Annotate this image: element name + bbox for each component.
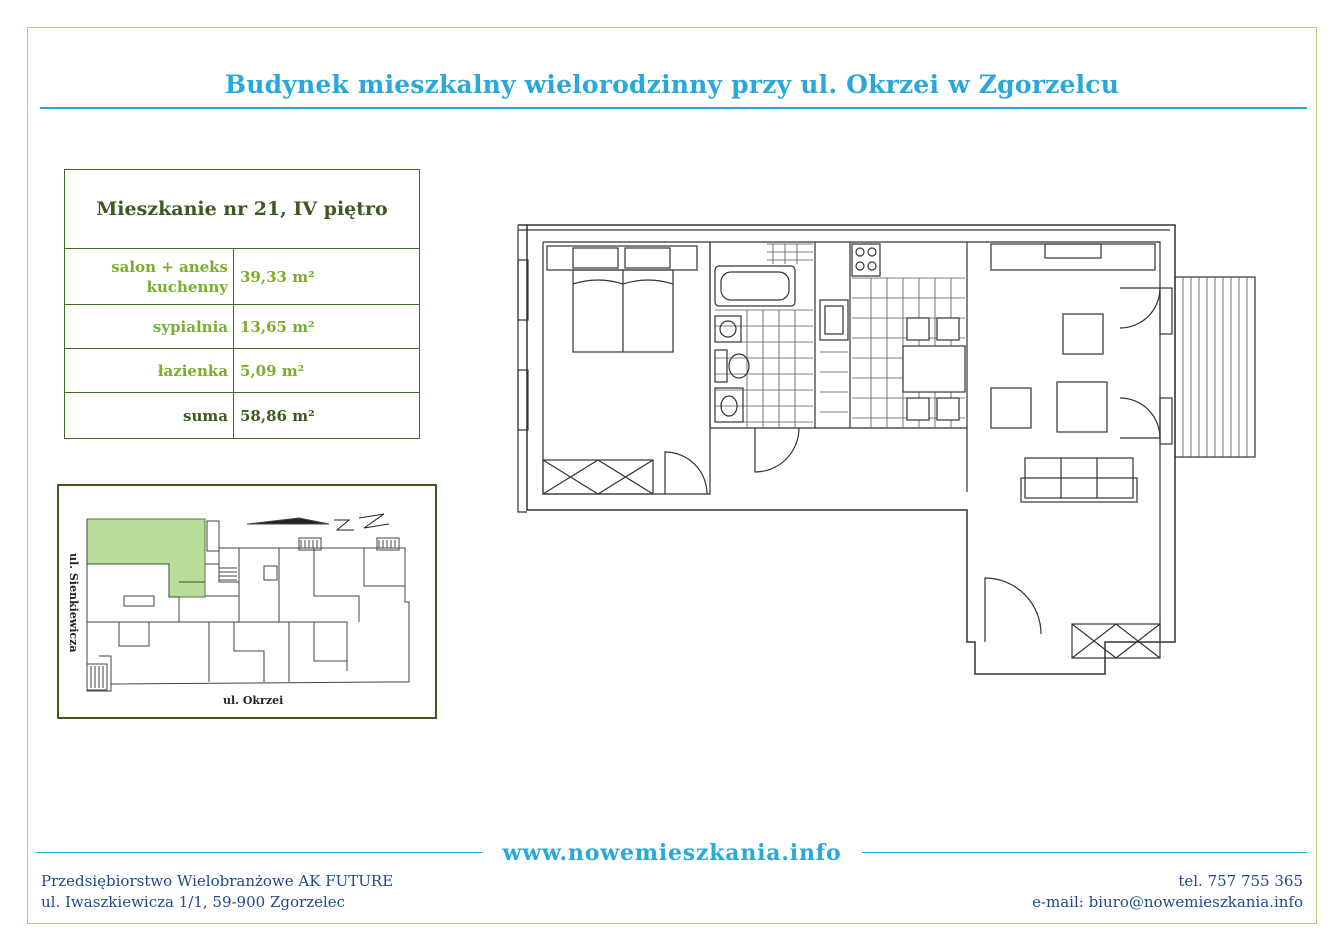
table-row: [65, 249, 420, 305]
company-address: ul. Iwaszkiewicza 1/1, 59-900 Zgorzelec: [41, 893, 346, 911]
floor-plan-drawing: [515, 222, 1285, 682]
company-name: Przedsiębiorstwo Wielobranżowe AK FUTURE: [41, 872, 394, 890]
room-label: łazienka: [65, 349, 234, 393]
street-sienkiewicza-label: ul. Sienkiewicza: [67, 553, 80, 653]
title-divider: [40, 107, 1307, 109]
contact-phone: tel. 757 755 365: [1178, 872, 1303, 890]
room-label: salon + aneks kuchenny: [65, 249, 234, 305]
total-label: suma: [65, 393, 234, 439]
total-area: 58,86 m²: [234, 393, 420, 439]
apartment-info-table: [64, 169, 420, 439]
floor-plan: [515, 222, 1285, 686]
website-link[interactable]: www.nowemieszkania.info: [492, 840, 851, 866]
table-row-total: [65, 393, 420, 439]
room-area: 5,09 m²: [234, 349, 420, 393]
site-plan: [57, 484, 437, 719]
table-header-row: [65, 170, 420, 249]
footer-website-wrap: [0, 840, 1344, 866]
room-area: 13,65 m²: [234, 305, 420, 349]
page-title: Budynek mieszkalny wielorodzinny przy ul. Okrzei w Zgorzelcu: [224, 70, 1120, 99]
site-plan-drawing: [59, 486, 435, 717]
room-area: 39,33 m²: [234, 249, 420, 305]
table-row: [65, 305, 420, 349]
street-label-side: [60, 553, 84, 673]
street-label-bottom: ul. Okrzei: [223, 694, 284, 707]
contact-email[interactable]: e-mail: biuro@nowemieszkania.info: [1032, 893, 1303, 911]
room-label: sypialnia: [65, 305, 234, 349]
apartment-heading: Mieszkanie nr 21, IV piętro: [65, 170, 420, 249]
table-row: [65, 349, 420, 393]
